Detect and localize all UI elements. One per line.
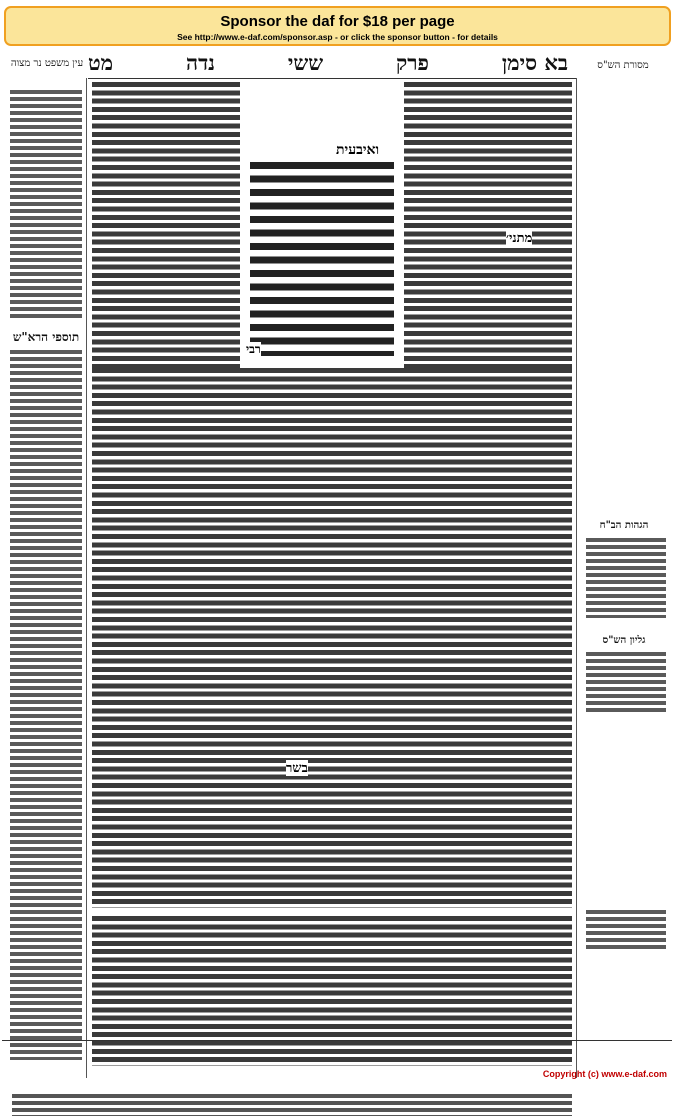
gilyon-hashas-text bbox=[586, 652, 666, 712]
gemara-text bbox=[244, 142, 400, 360]
mesoret-hashas-heading: מסורת הש"ס bbox=[597, 60, 649, 71]
footnotes bbox=[12, 1094, 572, 1116]
margin-citation bbox=[586, 910, 666, 950]
gilyon-hashas-heading: גליון הש"ס bbox=[581, 635, 667, 646]
gemara-opening-word: ואיבעית bbox=[336, 142, 380, 158]
tosafot-harosh-heading: תוספי הרא"ש bbox=[10, 330, 82, 345]
sponsor-banner-subtitle[interactable]: See http://www.e-daf.com/sponsor.asp - or click the sponsor button - for details bbox=[177, 32, 498, 42]
talmud-page bbox=[6, 50, 671, 1065]
header-word-2: פרק bbox=[395, 50, 429, 75]
tosafot-harosh-text bbox=[10, 350, 82, 1060]
header-word-5: מט bbox=[88, 50, 114, 75]
hagahot-habach-heading: הגהות הב"ח bbox=[581, 520, 667, 531]
gemara-text-lines bbox=[250, 162, 394, 356]
hagahot-habach-text bbox=[586, 538, 666, 618]
mesoret-hashas-notes bbox=[581, 110, 667, 410]
sponsor-banner[interactable] bbox=[4, 6, 671, 46]
lower-commentary bbox=[92, 368, 572, 908]
column-divider bbox=[576, 78, 577, 1078]
header-word-3: ששי bbox=[287, 50, 324, 75]
column-divider bbox=[86, 78, 87, 1078]
bottom-commentary bbox=[92, 916, 572, 1066]
header-word-4: נדה bbox=[186, 50, 216, 75]
sponsor-banner-title[interactable]: Sponsor the daf for $18 per page bbox=[220, 13, 455, 30]
tosafot-dibur-basar: בשר bbox=[286, 761, 308, 776]
header-divider bbox=[88, 78, 576, 79]
page-header bbox=[88, 52, 568, 74]
header-word-1: בא סימן bbox=[501, 50, 568, 75]
footer-divider bbox=[2, 1040, 672, 1041]
ein-mishpat-heading: עין משפט נר מצוה bbox=[10, 58, 84, 69]
ein-mishpat-notes bbox=[10, 90, 82, 320]
rashi-mishna-marker: מתני׳ bbox=[506, 231, 533, 246]
gemara-closing-word: רבי bbox=[246, 342, 261, 356]
copyright-notice[interactable]: Copyright (c) www.e-daf.com bbox=[542, 1069, 667, 1079]
